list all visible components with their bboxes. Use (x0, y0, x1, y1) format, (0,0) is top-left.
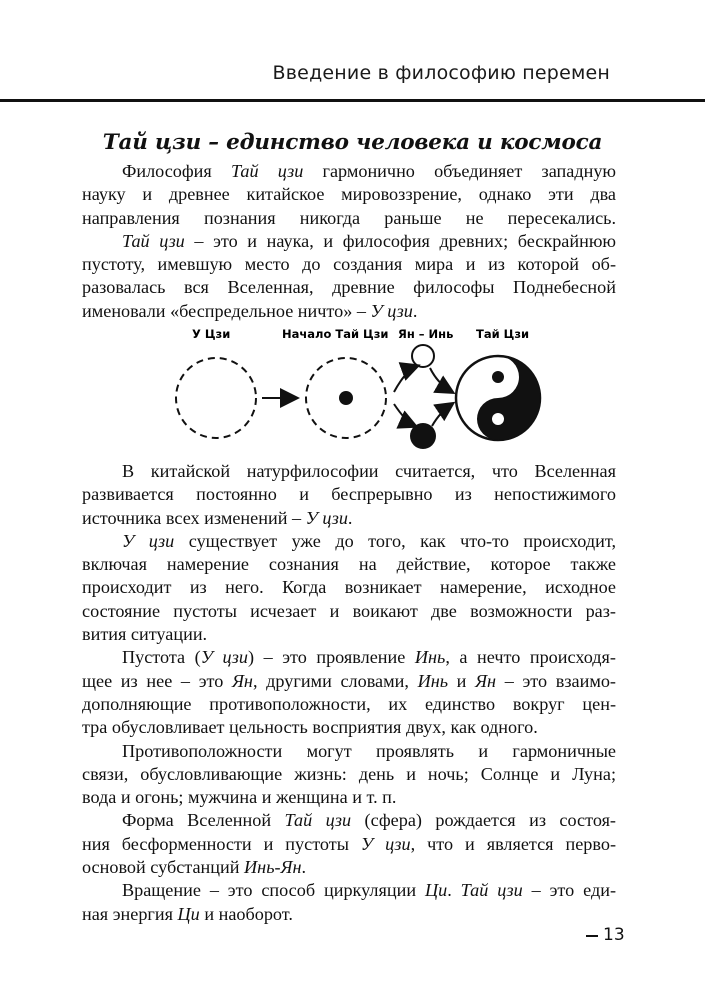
text-run: . (447, 880, 461, 901)
wuji-taiji-diagram (170, 322, 550, 454)
paragraph-8 (82, 879, 617, 926)
text-run: ) – это проявление (247, 647, 415, 668)
text-line: вода и огонь; мужчина и женщина и т. п. (82, 787, 397, 808)
text-line: развивается постоянно и беспрерывно из непостижимого (82, 484, 616, 505)
term-wu-ji: У цзи (200, 647, 248, 668)
text-line (82, 507, 616, 530)
text-run: и наоборот. (199, 903, 293, 924)
page-number-dash (586, 935, 598, 937)
wu-ji-empty-circle (176, 358, 256, 438)
term-wu-ji: У цзи (305, 507, 348, 528)
term-tai-chi: Тай цзи (460, 880, 523, 901)
term-yin: Инь (417, 670, 449, 691)
text-line: состояние пустоты исчезает и воикают две возможности раз- (82, 600, 616, 621)
arrow-to-yang (394, 366, 417, 392)
text-run: Форма Вселенной (122, 810, 285, 831)
paragraph-2 (82, 230, 617, 323)
arrow-to-yin (394, 404, 415, 426)
term-wu-ji: У цзи (122, 530, 175, 551)
text-line: Противоположности могут проявлять и гармоничные (122, 740, 616, 761)
text-block-top (82, 160, 617, 323)
label-start-tai-chi: Начало Тай Цзи (282, 327, 389, 341)
text-run: , что и является перво- (410, 833, 617, 854)
text-line: происходит из него. Когда возникает намерение, исходное (82, 577, 616, 598)
text-line: связи, обусловливающие жизнь: день и ночь; Солнце и Луна; (82, 763, 616, 784)
text-line: дополняющие противоположности, их единство вокруг цен- (82, 693, 616, 714)
text-run: – это взаимо- (496, 670, 616, 691)
term-qi: Ци (177, 903, 200, 924)
text-run: Вращение – это способ циркуляции (122, 880, 425, 901)
paragraph-3 (82, 460, 616, 530)
text-run: ная энергия (82, 903, 178, 924)
paragraph-6 (82, 740, 616, 810)
text-line (122, 646, 616, 669)
text-line: пустоту, имевшую место до создания мира и из которой об- (82, 254, 616, 275)
section-title: Тай цзи – единство человека и космоса (102, 130, 603, 155)
text-block-bottom (82, 460, 617, 926)
text-line (82, 833, 616, 856)
text-line (122, 530, 616, 553)
header-rule (0, 99, 705, 102)
term-tai-chi: Тай цзи (284, 810, 352, 831)
arrow-yin-to-taichi (432, 404, 452, 426)
paragraph-7 (82, 809, 617, 879)
text-run: существует уже до того, как что-то происходит, (174, 530, 616, 551)
text-line (122, 230, 616, 253)
text-line (82, 300, 616, 323)
term-qi: Ци (424, 880, 448, 901)
term-tai-chi: Тай цзи (122, 230, 185, 251)
text-line: вития ситуации. (82, 624, 208, 645)
label-tai-chi: Тай Цзи (476, 327, 530, 341)
text-run: гармонично объединяет западную (303, 161, 616, 181)
paragraph-4 (82, 530, 616, 646)
origin-dot (339, 391, 353, 405)
text-line (122, 809, 616, 832)
term-tai-chi: Тай цзи (230, 161, 304, 181)
text-run: щее из нее – это (82, 670, 232, 691)
term-wu-ji: У цзи (370, 300, 413, 321)
term-wu-ji: У цзи (360, 833, 411, 854)
text-line: В китайской натурфилософии считается, что Вселенная (122, 461, 616, 481)
text-line: направления познания никогда раньше не пересекались. (82, 207, 616, 228)
text-run: Философия (122, 161, 231, 181)
yin-yang-symbol (456, 356, 540, 440)
term-yin-yang: Инь-Ян (244, 857, 302, 878)
text-line (122, 160, 616, 183)
text-line (82, 670, 616, 693)
text-run: , а нечто происходя- (445, 647, 616, 668)
text-run: источника всех изменений – (82, 507, 306, 528)
term-yang: Ян (475, 670, 497, 691)
page-number: 13 (603, 925, 625, 945)
yang-white-circle (412, 345, 434, 367)
text-run: . (301, 857, 307, 878)
text-run: и (448, 670, 476, 691)
text-line: разовалась вся Вселенная, древние философы Поднебесной (82, 277, 616, 298)
arrow-yang-to-taichi (430, 368, 452, 392)
text-run: ния бесформенности и пустоты (82, 833, 361, 854)
text-run: , другими словами, (252, 670, 418, 691)
paragraph-1 (82, 160, 616, 230)
text-line: включая намерение сознания на действие, которое также (82, 554, 616, 575)
text-line (82, 903, 616, 926)
label-yang-yin: Ян – Инь (398, 327, 454, 341)
text-line (122, 879, 616, 902)
text-run: – это еди- (522, 880, 617, 901)
yin-black-circle (410, 423, 436, 449)
paragraph-5 (82, 646, 616, 739)
text-run: именовали «беспредельное ничто» – (82, 300, 371, 321)
text-line (82, 856, 616, 879)
text-run: основой субстанций (82, 857, 245, 878)
term-yin: Инь (414, 647, 446, 668)
text-line: тра обусловливает цельность восприятия двух, как одного. (82, 717, 538, 738)
text-run: Пустота ( (122, 647, 201, 668)
text-run: – это и наука, и философия древних; бескрайнюю (184, 230, 617, 251)
text-run: (сфера) рождается из состоя- (351, 810, 616, 831)
label-wu-ji: У Цзи (192, 327, 231, 341)
text-run: . (412, 300, 418, 321)
text-run: . (347, 507, 353, 528)
term-yang: Ян (231, 670, 253, 691)
running-header: Введение в философию перемен (272, 62, 610, 84)
text-line: науку и древнее китайское мировоззрение, однако эти два (82, 184, 616, 205)
